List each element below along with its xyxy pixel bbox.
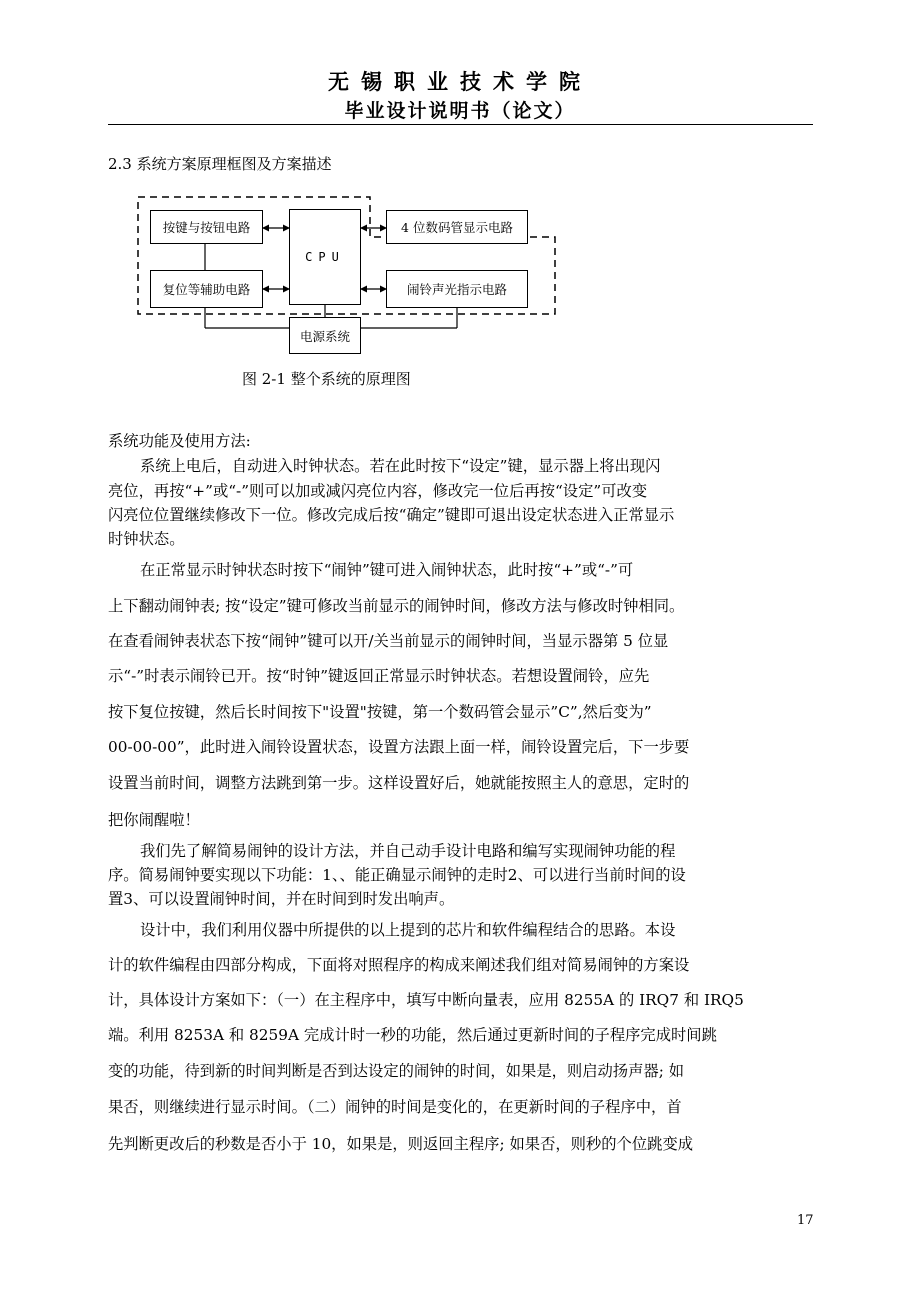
paragraph-4-line: 设计中，我们利用仪器中所提供的以上提到的芯片和软件编程结合的思路。本设 <box>140 921 676 939</box>
paragraph-4-line: 变的功能，待到新的时间判断是否到达设定的闹钟的时间，如果是，则启动扬声器; 如 <box>108 1062 685 1080</box>
paragraph-2-line: 把你闹醒啦！ <box>108 811 200 829</box>
paragraph-2-line: 上下翻动闹钟表; 按“设定”键可修改当前显示的闹钟时间，修改方法与修改时钟相同。 <box>108 597 685 615</box>
keys-buttons-block <box>150 210 263 244</box>
paragraph-3-line: 我们先了解简易闹钟的设计方法，并自己动手设计电路和编写实现闹钟功能的程 <box>140 842 676 860</box>
section-title: 2.3 系统方案原理框图及方案描述 <box>108 155 332 173</box>
display-circuit-label: 4 位数码管显示电路 <box>401 220 513 235</box>
paragraph-4-line: 端。利用 8253A 和 8259A 完成计时一秒的功能，然后通过更新时间的子程序完成时间跳 <box>108 1026 717 1044</box>
display-circuit-block <box>386 210 528 244</box>
diagram-connections <box>0 0 920 400</box>
cpu-block <box>289 209 361 305</box>
reset-auxiliary-block <box>150 270 263 308</box>
paragraph-1-line: 时钟状态。 <box>108 530 185 548</box>
paragraph-4-line: 计，具体设计方案如下：（一）在主程序中，填写中断向量表，应用 8255A 的 IRQ7 和 IRQ5 <box>108 991 744 1009</box>
page-number: 17 <box>797 1213 814 1228</box>
power-system-block <box>289 317 361 354</box>
paragraph-3-line: 序。简易闹钟要实现以下功能：1、、能正确显示闹钟的走时2、可以进行当前时间的设 <box>108 866 686 884</box>
usage-heading: 系统功能及使用方法: <box>108 432 251 450</box>
paragraph-2-line: 在正常显示时钟状态时按下“闹钟”键可进入闹钟状态，此时按“+”或“-”可 <box>140 561 634 579</box>
paragraph-3-line: 置3、可以设置闹钟时间，并在时间到时发出响声。 <box>108 890 455 908</box>
alarm-indicator-label: 闹铃声光指示电路 <box>406 282 507 297</box>
power-system-label: 电源系统 <box>299 328 350 344</box>
keys-buttons-label: 按键与按钮电路 <box>162 220 251 235</box>
paragraph-4-line: 计的软件编程由四部分构成，下面将对照程序的构成来阐述我们组对简易闹钟的方案设 <box>108 956 690 974</box>
paragraph-2-line: 在查看闹钟表状态下按“闹钟”键可以开/关当前显示的闹钟时间，当显示器第 5 位显 <box>108 632 669 650</box>
cpu-label: CPU <box>305 250 345 264</box>
paragraph-2-line: 按下复位按键，然后长时间按下"设置"按键，第一个数码管会显示”C”,然后变为” <box>108 703 652 721</box>
reset-auxiliary-label: 复位等辅助电路 <box>162 282 251 297</box>
paragraph-1-line: 闪亮位位置继续修改下一位。修改完成后按“确定”键即可退出设定状态进入正常显示 <box>108 506 675 524</box>
paragraph-2-line: 示“-”时表示闹铃已开。按“时钟”键返回正常显示时钟状态。若想设置闹铃，应先 <box>108 667 650 685</box>
document-type-header: 毕业设计说明书（论文） <box>344 100 576 122</box>
school-name-header: 无锡职业技术学院 <box>328 69 592 94</box>
paragraph-4-line: 果否，则继续进行显示时间。（二）闹钟的时间是变化的，在更新时间的子程序中，首 <box>108 1098 682 1116</box>
paragraph-4-line: 先判断更改后的秒数是否小于 10，如果是，则返回主程序; 如果否，则秒的个位跳变成 <box>108 1135 694 1153</box>
paragraph-2-line: 00-00-00”，此时进入闹铃设置状态，设置方法跟上面一样，闹铃设置完后，下一步要 <box>108 738 690 756</box>
alarm-indicator-block <box>386 270 528 308</box>
paragraph-1-line: 亮位，再按“+”或“-”则可以加或减闪亮位内容，修改完一位后再按“设定”可改变 <box>108 482 648 500</box>
paragraph-1-line: 系统上电后，自动进入时钟状态。若在此时按下“设定”键，显示器上将出现闪 <box>140 457 661 475</box>
figure-caption: 图 2-1 整个系统的原理图 <box>242 370 411 388</box>
paragraph-2-line: 设置当前时间，调整方法跳到第一步。这样设置好后，她就能按照主人的意思，定时的 <box>108 774 690 792</box>
